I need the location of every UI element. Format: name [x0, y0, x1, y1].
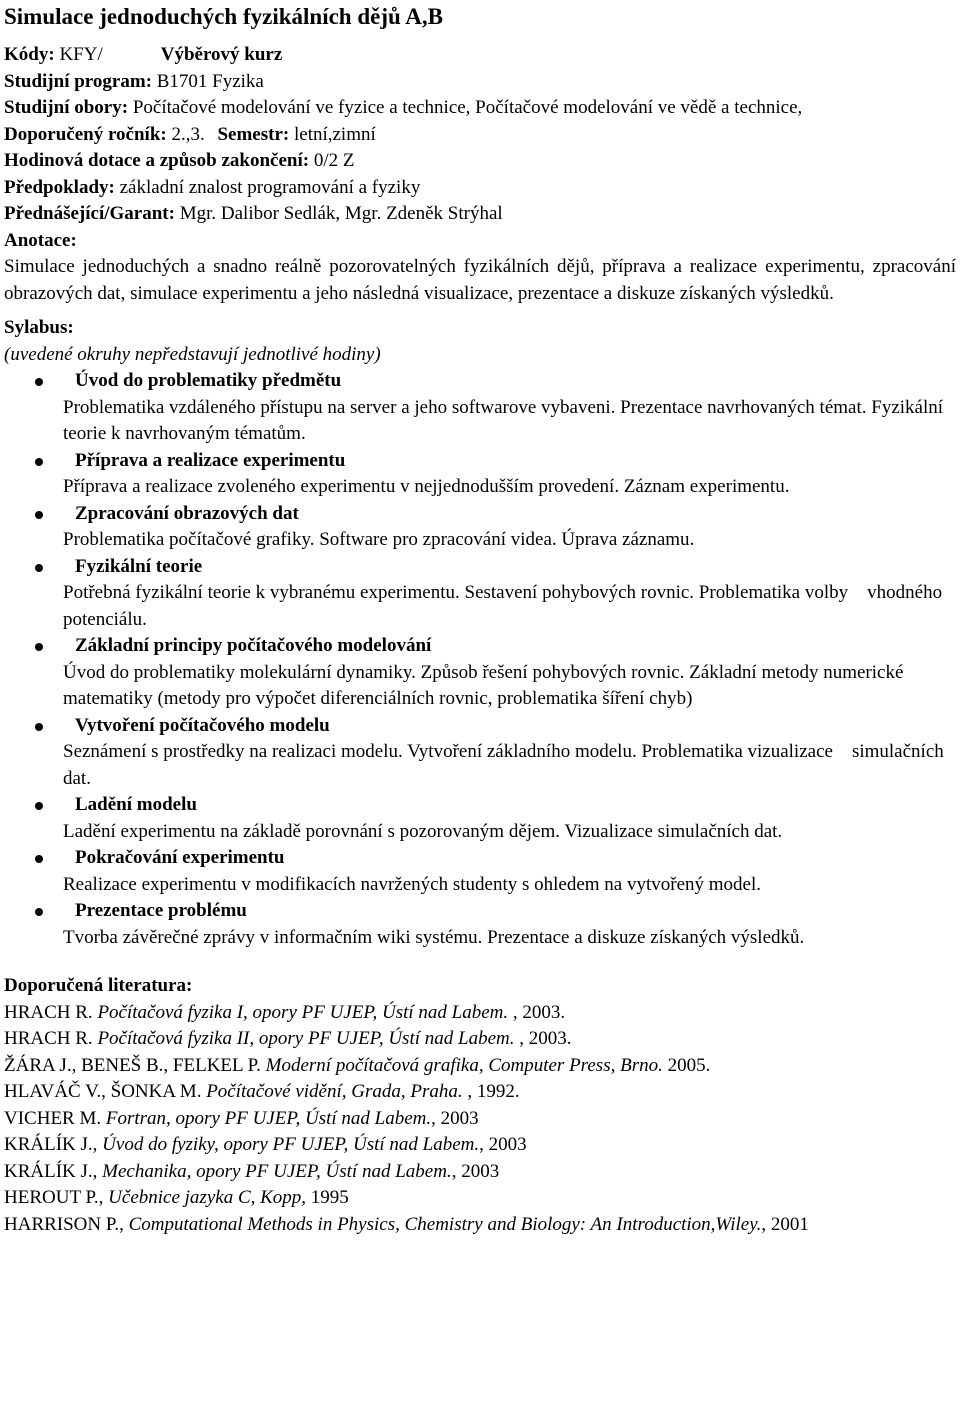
syllabus-topic: [63, 368, 956, 395]
bullet-icon: [35, 458, 43, 466]
syllabus-topic-text: Příprava a realizace experimentu: [75, 449, 346, 471]
literature-item: [4, 1132, 956, 1159]
program-row: [4, 69, 956, 96]
literature-rest: , 2003.: [508, 1001, 566, 1023]
annotation-label: Anotace:: [4, 229, 77, 251]
program-label: Studijní program:: [4, 70, 152, 92]
bullet-icon: [35, 378, 43, 386]
syllabus-topic-text: Zpracování obrazových dat: [75, 502, 299, 524]
literature-author: ŽÁRA J., BENEŠ B., FELKEL P.: [4, 1054, 266, 1076]
syllabus-item: [4, 448, 956, 501]
literature-author: HRACH R.: [4, 1028, 98, 1049]
annotation-section: [4, 228, 956, 308]
literature-rest: , 2003: [431, 1107, 479, 1129]
year-label: Doporučený ročník:: [4, 123, 167, 145]
syllabus-topic-text: Základní principy počítačového modelování: [75, 635, 432, 656]
literature-title: Moderní počítačová grafika, Computer Press, Brno.: [265, 1054, 663, 1076]
prereq-row: [4, 175, 956, 202]
literature-item: [4, 1212, 956, 1239]
course-type: Výběrový kurz: [160, 44, 283, 65]
literature-rest: 2005.: [662, 1054, 711, 1076]
literature-label: Doporučená literatura:: [4, 975, 193, 996]
syllabus-description: Příprava a realizace zvoleného experimentu v nejjednodušším provedení. Záznam experimentu.: [63, 476, 790, 497]
annotation-text: Simulace jednoduchých a snadno reálně pozorovatelných fyzikálních dějů, příprava a realizace experimentu, zpracování obrazových dat, simulace experimentu a jeho následná visualizace, prezentace a diskuze získaných výsledků.: [4, 256, 956, 304]
literature-title: Mechanika, opory PF UJEP, Ústí nad Labem.: [102, 1160, 452, 1182]
bullet-icon: [35, 723, 43, 731]
syllabus-item: [4, 792, 956, 845]
syllabus-description: Tvorba závěrečné zprávy v informačním wiki systému. Prezentace a diskuze získaných výsledků.: [63, 926, 805, 948]
fields-value: Počítačové modelování ve fyzice a technice, Počítačové modelování ve vědě a technice,: [132, 97, 803, 118]
syllabus-item: [4, 898, 956, 951]
literature-author: KRÁLÍK J.,: [4, 1160, 103, 1182]
literature-item: [4, 1185, 956, 1212]
syllabus-description: Úvod do problematiky molekulární dynamiky. Způsob řešení pohybových rovnic. Základní metody numerické matematiky (metody pro výpočet diferenciálních rovnic, problematika šíření chyb): [63, 661, 928, 709]
syllabus-topic-text: Ladění modelu: [75, 794, 197, 815]
syllabus-description: Realizace experimentu v modifikacích navržených studenty s ohledem na vytvořený model.: [63, 873, 762, 895]
literature-rest: , 2001: [761, 1213, 809, 1235]
syllabus-topic: [63, 448, 956, 475]
lecturer-label: Přednášející/Garant:: [4, 203, 175, 224]
bullet-icon: [35, 643, 43, 651]
codes-label: Kódy:: [4, 44, 55, 65]
syllabus-description: Seznámení s prostředky na realizaci modelu. Vytvoření základního modelu. Problematika vizualizace simulačních dat.: [63, 741, 949, 789]
syllabus-list: [4, 368, 956, 951]
literature-rest: 1995: [306, 1187, 349, 1208]
syllabus-topic: [63, 713, 956, 740]
syllabus-item: [4, 633, 956, 713]
syllabus-topic: [63, 501, 956, 528]
semester-value: letní,zimní: [293, 123, 376, 145]
literature-title: Počítačová fyzika I, opory PF UJEP, Ústí nad Labem.: [97, 1001, 509, 1023]
literature-title: Fortran, opory PF UJEP, Ústí nad Labem.: [105, 1107, 432, 1129]
syllabus-topic: [63, 633, 956, 660]
fields-label: Studijní obory:: [4, 97, 129, 118]
syllabus-label: Sylabus:: [4, 317, 74, 338]
bullet-icon: [35, 855, 43, 863]
year-value: 2.,3.: [171, 123, 205, 145]
syllabus-note: (uvedené okruhy nepředstavují jednotlivé hodiny): [4, 343, 381, 365]
page-title: Simulace jednoduchých fyzikálních dějů A,B: [4, 4, 443, 29]
semester-label: Semestr:: [217, 123, 290, 145]
syllabus-description: Problematika počítačové grafiky. Software pro zpracování videa. Úprava záznamu.: [63, 529, 695, 550]
syllabus-topic-text: Fyzikální teorie: [75, 555, 203, 577]
literature-rest: , 2003: [451, 1160, 500, 1182]
literature-author: HLAVÁČ V., ŠONKA M.: [4, 1081, 207, 1102]
syllabus-item: [4, 501, 956, 554]
literature-title: Učebnice jazyka C, Kopp,: [108, 1187, 307, 1208]
literature-title: Počítačová fyzika II, opory PF UJEP, Ústí nad Labem.: [97, 1028, 515, 1049]
syllabus-item: [4, 368, 956, 448]
bullet-icon: [35, 802, 43, 810]
codes-row: [4, 42, 956, 69]
syllabus-item: [4, 713, 956, 793]
syllabus-topic-text: Prezentace problému: [75, 900, 247, 921]
syllabus-description: Problematika vzdáleného přístupu na server a jeho softwarove vybaveni. Prezentace navrhovaných témat. Fyzikální teorie k navrhovaným tématům.: [63, 396, 948, 444]
literature-author: HARRISON P.,: [4, 1213, 129, 1235]
prereq-value: základní znalost programování a fyziky: [119, 176, 421, 198]
literature-author: VICHER M.: [4, 1107, 106, 1129]
lecturer-row: [4, 201, 956, 228]
syllabus-topic: [63, 845, 956, 872]
literature-rest: , 2003: [479, 1134, 527, 1155]
bullet-icon: [35, 564, 43, 572]
syllabus-item: [4, 845, 956, 898]
fields-row: [4, 95, 956, 122]
literature-item: [4, 1159, 956, 1186]
year-semester-row: [4, 122, 956, 149]
literature-title: Počítačové vidění, Grada, Praha.: [206, 1081, 463, 1102]
literature-title: Úvod do fyziky, opory PF UJEP, Ústí nad Labem.: [102, 1134, 480, 1155]
literature-rest: , 2003.: [514, 1028, 572, 1049]
literature-item: [4, 1026, 956, 1053]
literature-author: HEROUT P.,: [4, 1187, 109, 1208]
lecturer-value: Mgr. Dalibor Sedlák, Mgr. Zdeněk Strýhal: [179, 203, 503, 224]
syllabus-description: Ladění experimentu na základě porovnání s pozorovaným dějem. Vizualizace simulačních dat.: [63, 820, 783, 842]
course-metadata: [4, 42, 956, 228]
bullet-icon: [35, 908, 43, 916]
hours-row: [4, 148, 956, 175]
literature-rest: , 1992.: [462, 1081, 520, 1102]
literature-item: [4, 1106, 956, 1133]
literature-item: [4, 1000, 956, 1027]
literature-section: [4, 973, 956, 1238]
syllabus-topic: [63, 898, 956, 925]
hours-label: Hodinová dotace a způsob zakončení:: [4, 150, 310, 171]
syllabus-topic-text: Úvod do problematiky předmětu: [75, 370, 342, 391]
literature-item: [4, 1053, 956, 1080]
literature-author: KRÁLÍK J.,: [4, 1134, 103, 1155]
syllabus-section: [4, 315, 956, 951]
hours-value: 0/2 Z: [313, 150, 355, 171]
syllabus-topic-text: Pokračování experimentu: [75, 847, 285, 868]
syllabus-topic: [63, 792, 956, 819]
literature-item: [4, 1079, 956, 1106]
syllabus-description: Potřebná fyzikální teorie k vybranému experimentu. Sestavení pohybových rovnic. Problematika volby vhodného potenciálu.: [63, 582, 947, 630]
program-value: B1701 Fyzika: [156, 70, 264, 92]
literature-title: Computational Methods in Physics, Chemistry and Biology: An Introduction,Wiley.: [128, 1213, 762, 1235]
syllabus-topic: [63, 554, 956, 581]
literature-list: [4, 1000, 956, 1239]
bullet-icon: [35, 511, 43, 519]
codes-value: KFY/: [59, 44, 103, 65]
prereq-label: Předpoklady:: [4, 176, 115, 198]
syllabus-topic-text: Vytvoření počítačového modelu: [75, 714, 330, 736]
syllabus-item: [4, 554, 956, 634]
literature-author: HRACH R.: [4, 1001, 98, 1023]
